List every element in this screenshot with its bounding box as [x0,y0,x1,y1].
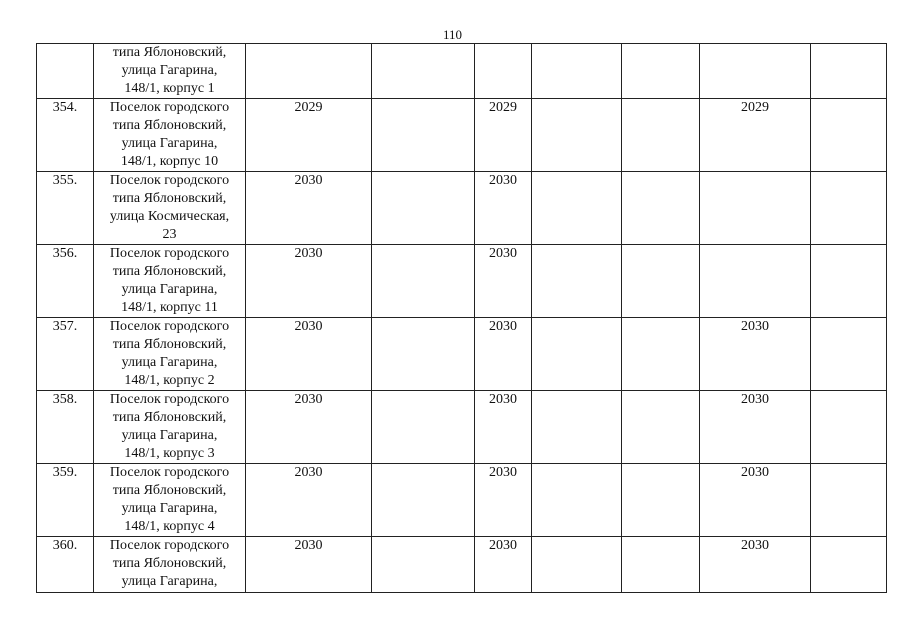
empty-cell [372,44,475,99]
year-cell [475,245,532,318]
year-cell [700,172,811,245]
year-value: 2030 [294,246,323,261]
year-cell [246,391,372,464]
empty-cell [372,391,475,464]
empty-cell [622,537,700,593]
address-cell: Поселок городского типа Яблоновский, улица Гагарина, 148/1, корпус 3 [94,391,246,464]
row-number: 358. [37,391,94,464]
year-value: 2030 [741,392,769,407]
year-cell [700,537,811,593]
empty-cell [372,99,475,172]
empty-cell [372,464,475,537]
empty-cell [811,172,887,245]
address-cell: типа Яблоновский, улица Гагарина, 148/1, корпус 1 [94,44,246,99]
year-cell [700,464,811,537]
year-value: 2029 [741,100,769,115]
year-cell [475,172,532,245]
empty-cell [532,318,622,391]
year-cell [700,391,811,464]
empty-cell [532,245,622,318]
table-row [37,464,887,537]
year-cell [246,464,372,537]
empty-cell [372,318,475,391]
empty-cell [622,44,700,99]
table-body [37,44,887,593]
row-number: 359. [37,464,94,537]
year-cell [475,537,532,593]
year-cell [475,44,532,99]
empty-cell [622,464,700,537]
empty-cell [811,245,887,318]
table-row [37,391,887,464]
row-number: 354. [37,99,94,172]
year-value: 2030 [741,465,769,480]
empty-cell [532,44,622,99]
row-number: 356. [37,245,94,318]
year-cell [475,99,532,172]
year-value: 2030 [294,392,323,407]
year-cell [246,44,372,99]
empty-cell [532,172,622,245]
empty-cell [622,245,700,318]
address-cell: Поселок городского типа Яблоновский, улица Космическая, 23 [94,172,246,245]
empty-cell [811,318,887,391]
empty-cell [532,391,622,464]
address-cell: Поселок городского типа Яблоновский, улица Гагарина, 148/1, корпус 2 [94,318,246,391]
year-cell [475,391,532,464]
year-value: 2030 [294,173,323,188]
year-value: 2029 [294,100,323,115]
page-number: 110 [442,27,463,42]
year-value: 2030 [489,319,517,334]
empty-cell [811,464,887,537]
year-cell [700,99,811,172]
year-cell [246,537,372,593]
year-value: 2030 [294,319,323,334]
address-cell: Поселок городского типа Яблоновский, улица Гагарина, 148/1, корпус 11 [94,245,246,318]
year-cell [700,318,811,391]
year-cell [246,99,372,172]
address-cell: Поселок городского типа Яблоновский, улица Гагарина, 148/1, корпус 4 [94,464,246,537]
empty-cell [811,99,887,172]
address-cell: Поселок городского типа Яблоновский, улица Гагарина, [94,537,246,593]
empty-cell [372,245,475,318]
year-cell [246,172,372,245]
row-number [37,44,94,99]
schedule-table [36,43,887,593]
empty-cell [811,44,887,99]
year-cell [475,318,532,391]
year-cell [246,318,372,391]
empty-cell [622,391,700,464]
year-value: 2030 [741,538,769,553]
table-row [37,172,887,245]
table-row [37,44,887,99]
year-cell [246,245,372,318]
year-value: 2030 [294,538,323,553]
table-row [37,245,887,318]
empty-cell [372,537,475,593]
row-number: 360. [37,537,94,593]
year-value: 2030 [489,246,517,261]
year-value: 2030 [489,392,517,407]
row-number: 355. [37,172,94,245]
empty-cell [532,464,622,537]
table-row [37,537,887,593]
year-value: 2030 [489,538,517,553]
empty-cell [811,391,887,464]
address-cell: Поселок городского типа Яблоновский, улица Гагарина, 148/1, корпус 10 [94,99,246,172]
year-value: 2029 [489,100,517,115]
empty-cell [532,537,622,593]
year-value: 2030 [489,173,517,188]
empty-cell [622,172,700,245]
year-value: 2030 [294,465,323,480]
empty-cell [532,99,622,172]
year-value: 2030 [489,465,517,480]
year-cell [700,245,811,318]
year-value: 2030 [741,319,769,334]
table-row [37,99,887,172]
empty-cell [622,99,700,172]
empty-cell [622,318,700,391]
year-cell [700,44,811,99]
empty-cell [372,172,475,245]
table-row [37,318,887,391]
empty-cell [811,537,887,593]
year-cell [475,464,532,537]
row-number: 357. [37,318,94,391]
